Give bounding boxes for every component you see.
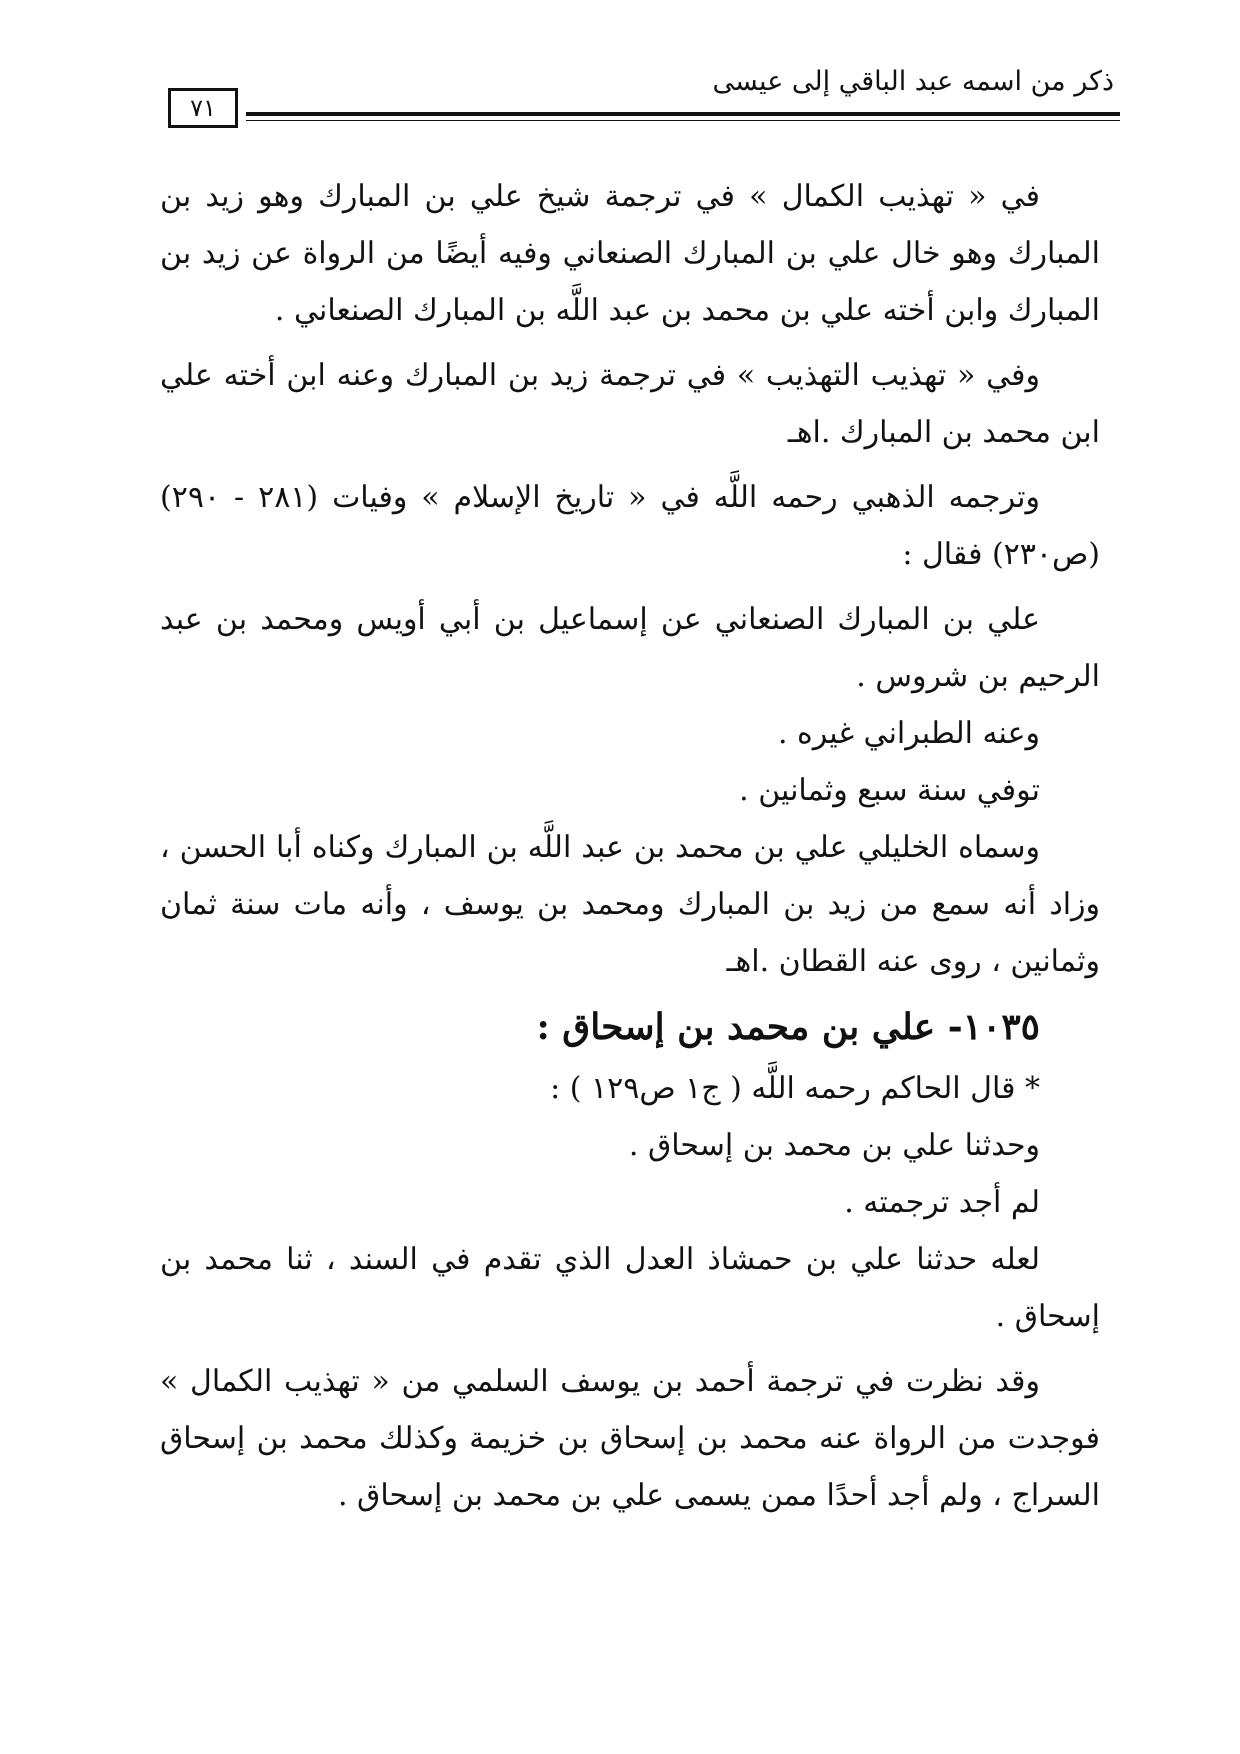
paragraph: في « تهذيب الكمال » في ترجمة شيخ علي بن المبارك وهو زيد بن المبارك وهو خال علي بن المبارك الصنعاني وفيه أيضًا من الرواة عن زيد بن المبارك وابن أخته علي بن محمد بن عبد اللَّه بن المبارك الصنعاني . [160,179,1100,328]
paragraph: وسماه الخليلي علي بن محمد بن عبد اللَّه بن المبارك وكناه أبا الحسن ، وزاد أنه سمع من زيد بن المبارك ومحمد بن يوسف ، وأنه مات سنة ثمان وثمانين ، روى عنه القطان .اهـ [160,830,1100,979]
header-rule-thick [246,112,1120,116]
entry-paragraph: لعله حدثنا علي بن حمشاذ العدل الذي تقدم في السند ، ثنا محمد بن إسحاق . [160,1242,1100,1334]
entry-paragraph: وقد نظرت في ترجمة أحمد بن يوسف السلمي من « تهذيب الكمال » فوجدت من الرواة عنه محمد بن إسحاق بن خزيمة وكذلك محمد بن إسحاق السراج ، ولم أجد أحدًا ممن يسمى علي بن محمد بن إسحاق . [160,1364,1100,1513]
quoted-line: وعنه الطبراني غيره . [777,716,1040,751]
paragraph: وترجمه الذهبي رحمه اللَّه في « تاريخ الإسلام » وفيات (٢٨١ - ٢٩٠) (ص٢٣٠) فقال : [160,480,1100,572]
running-title: ذكر من اسمه عبد الباقي إلى عيسى [712,66,1114,97]
entry-line: * قال الحاكم رحمه اللَّه ( ج١ ص١٢٩ ) : [550,1071,1040,1106]
entry-line: لم أجد ترجمته . [844,1185,1040,1220]
quoted-entry: علي بن المبارك الصنعاني عن إسماعيل بن أبي أويس ومحمد بن عبد الرحيم بن شروس . [160,602,1100,694]
entry-line: وحدثنا علي بن محمد بن إسحاق . [628,1128,1040,1163]
paragraph: وفي « تهذيب التهذيب » في ترجمة زيد بن المبارك وعنه ابن أخته علي ابن محمد بن المبارك .اهـ [160,358,1100,450]
page-number-box: ٧١ [168,88,238,128]
entry-heading: ١٠٣٥- علي بن محمد بن إسحاق : [536,1006,1040,1048]
header-rule-thin [246,120,1120,121]
quoted-line: توفي سنة سبع وثمانين . [739,773,1040,808]
page-header [168,60,1120,140]
page-body [160,168,1100,1524]
